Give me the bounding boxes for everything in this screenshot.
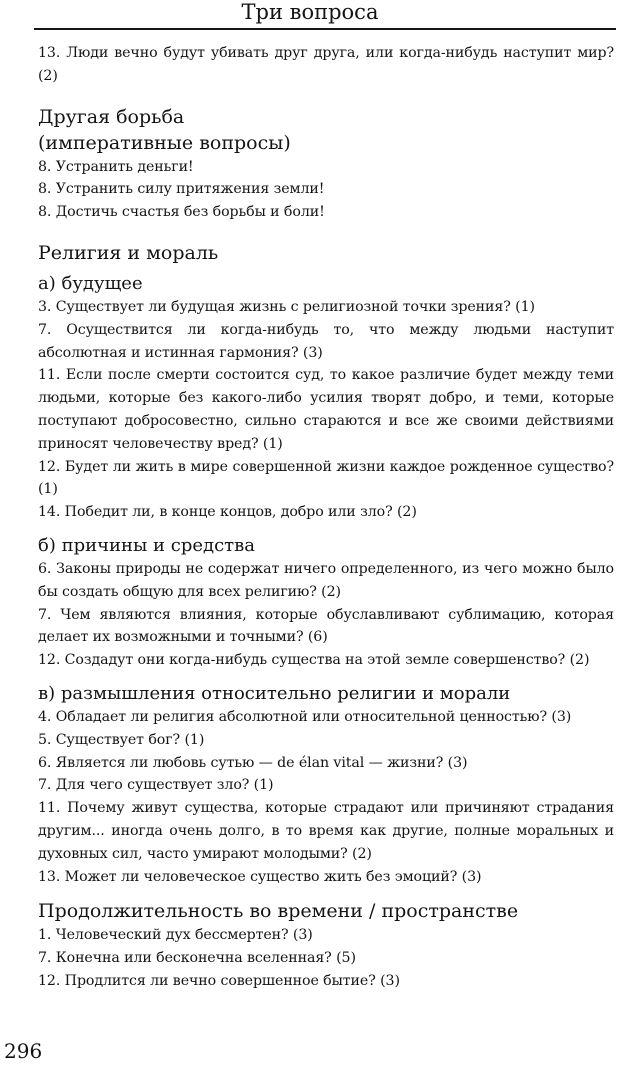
- question-item: 13. Может ли человеческое существо жить без эмоций? (3): [38, 868, 482, 885]
- section-title-religion: Религия и мораль: [38, 241, 219, 264]
- question-item: 1. Человеческий дух бессмертен? (3): [38, 927, 313, 944]
- question-item: 7. Для чего существует зло? (1): [38, 777, 274, 794]
- question-item: 14. Победит ли, в конце концов, добро или зло? (2): [38, 504, 417, 521]
- subsection-title-future: а) будущее: [38, 272, 143, 294]
- subsection-title-causes: б) причины и средства: [38, 534, 256, 556]
- subsection-title-reflections: в) размышления относительно религии и морали: [38, 682, 511, 704]
- running-header: Три вопроса: [241, 0, 379, 24]
- question-item: 4. Обладает ли религия абсолютной или относительной ценностью? (3): [38, 708, 572, 725]
- question-item: 7. Осуществится ли когда-нибудь то, что между людьми наступит абсолютная и истинная гармония? (3): [38, 321, 614, 361]
- question-item: 7. Чем являются влияния, которые обуславливают сублимацию, которая делает их возможными и точными? (6): [38, 606, 614, 646]
- page-body: [38, 42, 614, 993]
- question-item: 12. Будет ли жить в мире совершенной жизни каждое рожденное существо? (1): [38, 458, 614, 498]
- question-item: 8. Устранить силу притяжения земли!: [38, 181, 325, 198]
- question-item: 12. Создадут они когда-нибудь существа на этой земле совершенство? (2): [38, 652, 590, 669]
- header-rule: [34, 28, 616, 30]
- question-item: 11. Если после смерти состоится суд, то какое различие будет между теми людьми, которые без какого-либо усилия творят добро, и теми, которые поступают добросовестно, сильно стараются и все же своими действиями приносят человечеству вред? (1): [38, 367, 614, 452]
- section-subtitle-imperative: (императивные вопросы): [38, 131, 291, 154]
- question-item: 3. Существует ли будущая жизнь с религиозной точки зрения? (1): [38, 298, 535, 315]
- question-item: 8. Достичь счастья без борьбы и боли!: [38, 204, 325, 221]
- question-item: 7. Конечна или бесконечна вселенная? (5): [38, 950, 356, 967]
- question-item: 8. Устранить деньги!: [38, 158, 194, 175]
- page-number: 296: [4, 1039, 43, 1063]
- question-item: 11. Почему живут существа, которые страдают или причиняют страдания другим... иногда очень долго, в то время как другие, полные моральных и духовных сил, часто умирают молодыми? (2): [38, 800, 614, 862]
- section-title-struggle: Другая борьба: [38, 105, 185, 128]
- section-title-duration: Продолжительность во времени / пространстве: [38, 900, 519, 923]
- question-item: 6. Законы природы не содержат ничего определенного, из чего можно было бы создать общую для всех религию? (2): [38, 560, 614, 600]
- question-item: 12. Продлится ли вечно совершенное бытие? (3): [38, 972, 400, 989]
- question-item: 13. Люди вечно будут убивать друг друга, или когда-нибудь наступит мир? (2): [38, 45, 614, 84]
- question-item: 5. Существует бог? (1): [38, 731, 205, 748]
- question-item: 6. Является ли любовь сутью — de élan vital — жизни? (3): [38, 754, 468, 771]
